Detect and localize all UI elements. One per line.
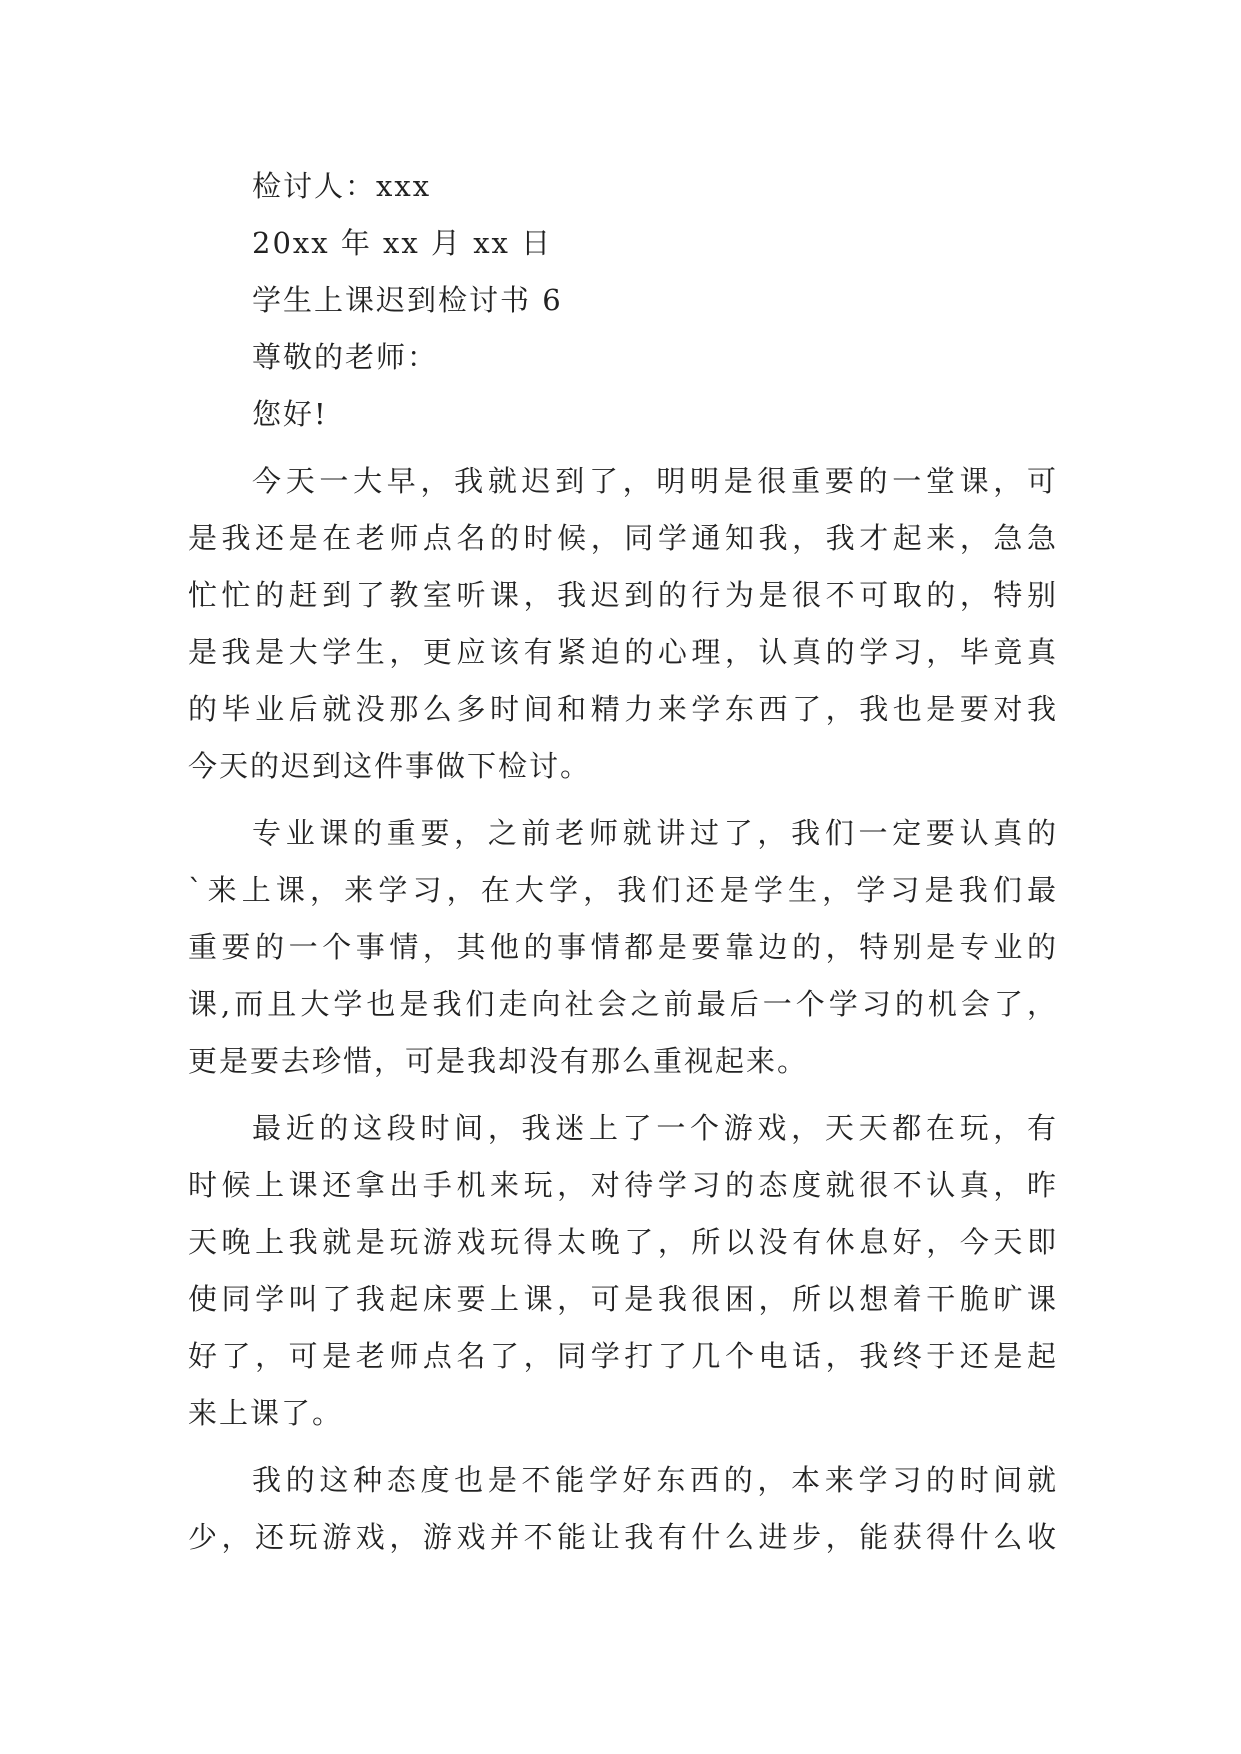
paragraph-line: 我的这种态度也是不能学好东西的，本来学习的时间就 — [252, 1463, 1058, 1497]
paragraph-4 — [188, 1452, 1058, 1566]
paragraph-line: 课,而且大学也是我们走向社会之前最后一个学习的机会了， — [188, 987, 1058, 1021]
salutation: 尊敬的老师： — [252, 340, 439, 374]
paragraph-line: 是我还是在老师点名的时候，同学通知我，我才起来，急急 — [188, 521, 1058, 555]
paragraph-line: 使同学叫了我起床要上课，可是我很困，所以想着干脆旷课 — [188, 1282, 1058, 1316]
paragraph-line: 好了，可是老师点名了，同学打了几个电话，我终于还是起 — [188, 1339, 1058, 1373]
paragraph-1 — [188, 453, 1058, 795]
date-line: 20xx 年 xx 月 xx 日 — [252, 226, 553, 260]
paragraph-line: 的毕业后就没那么多时间和精力来学东西了，我也是要对我 — [188, 692, 1058, 726]
paragraph-line: 少，还玩游戏，游戏并不能让我有什么进步，能获得什么收 — [188, 1520, 1058, 1554]
paragraph-2 — [188, 805, 1058, 1090]
paragraph-line: 时候上课还拿出手机来玩，对待学习的态度就很不认真，昨 — [188, 1168, 1058, 1202]
paragraph-line: 今天一大早，我就迟到了，明明是很重要的一堂课，可 — [252, 464, 1058, 498]
paragraph-3 — [188, 1100, 1058, 1442]
paragraph-line: 天晚上我就是玩游戏玩得太晚了，所以没有休息好，今天即 — [188, 1225, 1058, 1259]
paragraph-line: `来上课，来学习，在大学，我们还是学生，学习是我们最 — [188, 873, 1058, 907]
paragraph-line: 是我是大学生，更应该有紧迫的心理，认真的学习，毕竟真 — [188, 635, 1058, 669]
paragraph-line: 忙忙的赶到了教室听课，我迟到的行为是很不可取的，特别 — [188, 578, 1058, 612]
greeting: 您好! — [252, 397, 328, 431]
reviewer-line: 检讨人：xxx — [252, 169, 432, 203]
paragraph-line: 重要的一个事情，其他的事情都是要靠边的，特别是专业的 — [188, 930, 1058, 964]
paragraph-line: 来上课了。 — [188, 1396, 344, 1430]
paragraph-line: 最近的这段时间，我迷上了一个游戏，天天都在玩，有 — [252, 1111, 1058, 1145]
paragraph-line: 专业课的重要，之前老师就讲过了，我们一定要认真的 — [252, 816, 1058, 850]
document-title: 学生上课迟到检讨书 6 — [252, 283, 563, 317]
paragraph-line: 更是要去珍惜，可是我却没有那么重视起来。 — [188, 1044, 809, 1078]
paragraph-line: 今天的迟到这件事做下检讨。 — [188, 749, 592, 783]
document-body — [188, 158, 1058, 1566]
